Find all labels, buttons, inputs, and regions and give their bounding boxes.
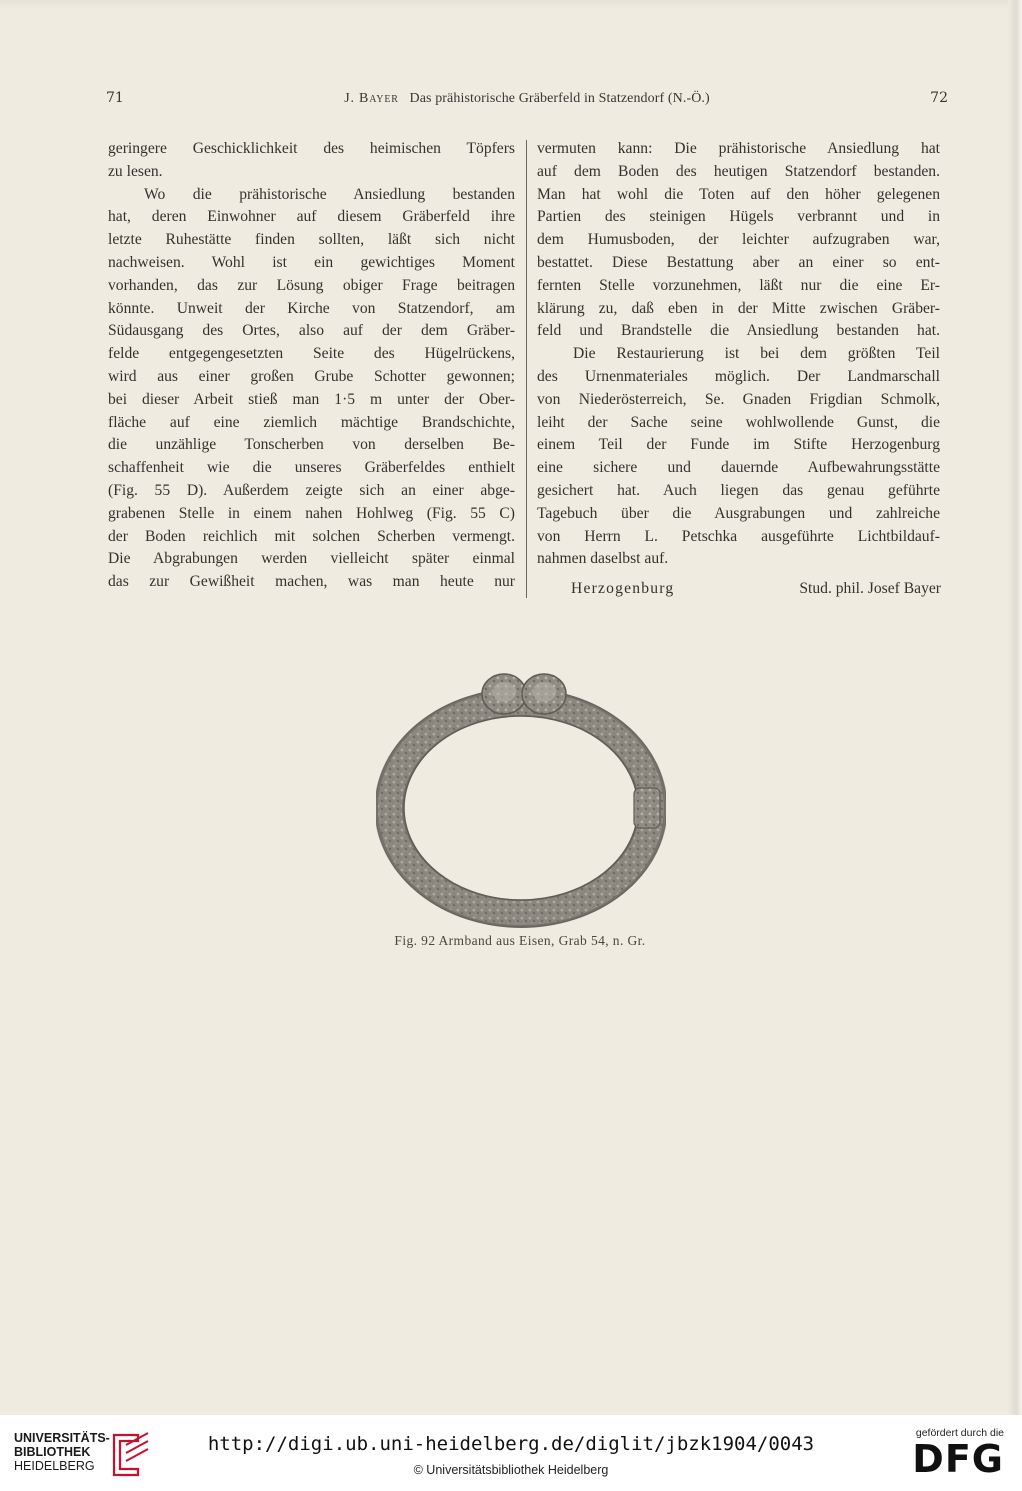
text-line: klärung zu, daß eben in der Mitte zwischen Gräber- xyxy=(537,299,940,317)
text-line: schaffenheit wie die unseres Gräberfeldes enthielt xyxy=(108,459,515,477)
text-line: grabenen Stelle in einem nahen Hohlweg (Fig. 55 C) xyxy=(108,504,515,522)
text-line: fläche auf eine ziemlich mächtige Brandschichte, xyxy=(108,413,515,431)
right-column xyxy=(537,138,940,571)
text-line: Die Abgrabungen werden vielleicht später einmal xyxy=(108,550,515,568)
dfg-logo: DFG xyxy=(912,1437,1004,1481)
text-line: Südausgang des Ortes, also auf der dem Gräber- xyxy=(108,322,515,340)
right-paragraph-1 xyxy=(537,138,940,343)
text-line: die unzählige Tonscherben von derselben Be- xyxy=(108,436,515,454)
text-line: von Niederösterreich, Se. Gnaden Frigdian Schmolk, xyxy=(537,390,940,408)
running-title-text: Das prähistorische Gräberfeld in Statzendorf (N.-Ö.) xyxy=(409,91,710,106)
library-name-line-3: HEIDELBERG xyxy=(14,1459,95,1473)
text-line: Man hat wohl die Toten auf den höher gelegenen xyxy=(537,185,940,203)
right-paragraph-2 xyxy=(537,343,940,571)
text-line: fernten Stelle vorzunehmen, läßt nur die eine Er- xyxy=(537,276,940,294)
text-line: geringere Geschicklichkeit des heimischen Töpfers xyxy=(108,140,515,157)
text-line: könnte. Unweit der Kirche von Statzendorf, am xyxy=(108,299,515,317)
text-line: eine sichere und dauernde Aufbewahrungsstätte xyxy=(537,459,940,477)
text-line: gesichert hat. Auch liegen das genau geführte xyxy=(537,481,940,499)
figure-caption: Fig. 92 Armband aus Eisen, Grab 54, n. Gr. xyxy=(394,933,646,948)
copyright-notice: © Universitätsbibliothek Heidelberg xyxy=(413,1463,609,1477)
column-rule xyxy=(526,140,527,598)
scan-edge-right xyxy=(1008,0,1022,1415)
text-line: Tagebuch über die Ausgrabungen und zahlreiche xyxy=(537,504,940,522)
running-title xyxy=(106,91,948,107)
text-line: dem Humusboden, der leichter aufzugraben war, xyxy=(537,231,940,249)
page-number-right: 72 xyxy=(930,90,948,106)
text-line: vorhanden, das zur Lösung obiger Frage beitragen xyxy=(108,276,515,294)
text-line: Partien des steinigen Hügels verbrannt und in xyxy=(537,208,940,226)
text-line: (Fig. 55 D). Außerdem zeigte sich an einer abge- xyxy=(108,481,515,499)
running-author: J. Bayer xyxy=(344,91,399,106)
left-paragraph-1 xyxy=(108,138,515,184)
library-name-line-1: UNIVERSITÄTS- xyxy=(14,1431,110,1445)
viewer-footer xyxy=(0,1415,1022,1491)
text-line: felde entgegengesetzten Seite des Hügelrückens, xyxy=(108,345,515,363)
text-line: leiht der Sache seine wohlwollende Gunst, die xyxy=(537,413,940,431)
text-line: letzte Ruhestätte finden sollten, läßt sich nicht xyxy=(108,231,515,249)
text-line: feld und Brandstelle die Ansiedlung bestanden hat. xyxy=(537,322,940,340)
text-line: das zur Gewißheit machen, was man heute nur xyxy=(108,573,515,591)
left-column xyxy=(108,138,515,594)
text-line: der Boden reichlich mit solchen Scherben vermengt. xyxy=(108,527,515,545)
text-line: nahmen daselbst auf. xyxy=(537,550,669,568)
page-number-left: 71 xyxy=(106,90,124,106)
text-line: bei dieser Arbeit stieß man 1·5 m unter der Ober- xyxy=(108,390,515,408)
text-line: Die Restaurierung ist bei dem größten Teil xyxy=(573,345,940,363)
text-line: bestattet. Diese Bestattung aber an einer so ent- xyxy=(537,253,940,271)
bracelet-figure xyxy=(376,668,666,928)
text-line: auf dem Boden des heutigen Statzendorf bestanden. xyxy=(537,162,940,180)
funding-note: gefördert durch die xyxy=(915,1427,1004,1439)
text-line: des Urnenmateriales möglich. Der Landmarschall xyxy=(537,367,940,385)
dfg-block[interactable] xyxy=(904,1427,1004,1483)
text-line: wird aus einer großen Grube Schotter gewonnen; xyxy=(108,367,515,385)
permalink-url[interactable]: http://digi.ub.uni-heidelberg.de/diglit/jbzk1904/0043 xyxy=(207,1433,815,1455)
text-line: einem Teil der Funde im Stifte Herzogenburg xyxy=(537,436,940,454)
scan-edge-top xyxy=(0,0,1022,8)
text-line: zu lesen. xyxy=(108,162,163,180)
left-paragraph-2 xyxy=(108,184,515,594)
text-line: von Herrn L. Petschka ausgeführte Lichtbildauf- xyxy=(537,527,940,545)
signature-place: Herzogenburg xyxy=(571,580,675,597)
library-name-line-2: BIBLIOTHEK xyxy=(14,1445,91,1459)
text-line: nachweisen. Wohl ist ein gewichtiges Moment xyxy=(108,253,515,271)
signature-author: Stud. phil. Josef Bayer xyxy=(799,580,941,597)
text-line: hat, deren Einwohner auf diesem Gräberfeld ihre xyxy=(108,208,515,226)
text-line: Wo die prähistorische Ansiedlung bestanden xyxy=(144,185,515,203)
running-head xyxy=(106,90,948,112)
text-line: vermuten kann: Die prähistorische Ansiedlung hat xyxy=(537,140,940,157)
iron-bracelet-illustration xyxy=(376,668,666,928)
